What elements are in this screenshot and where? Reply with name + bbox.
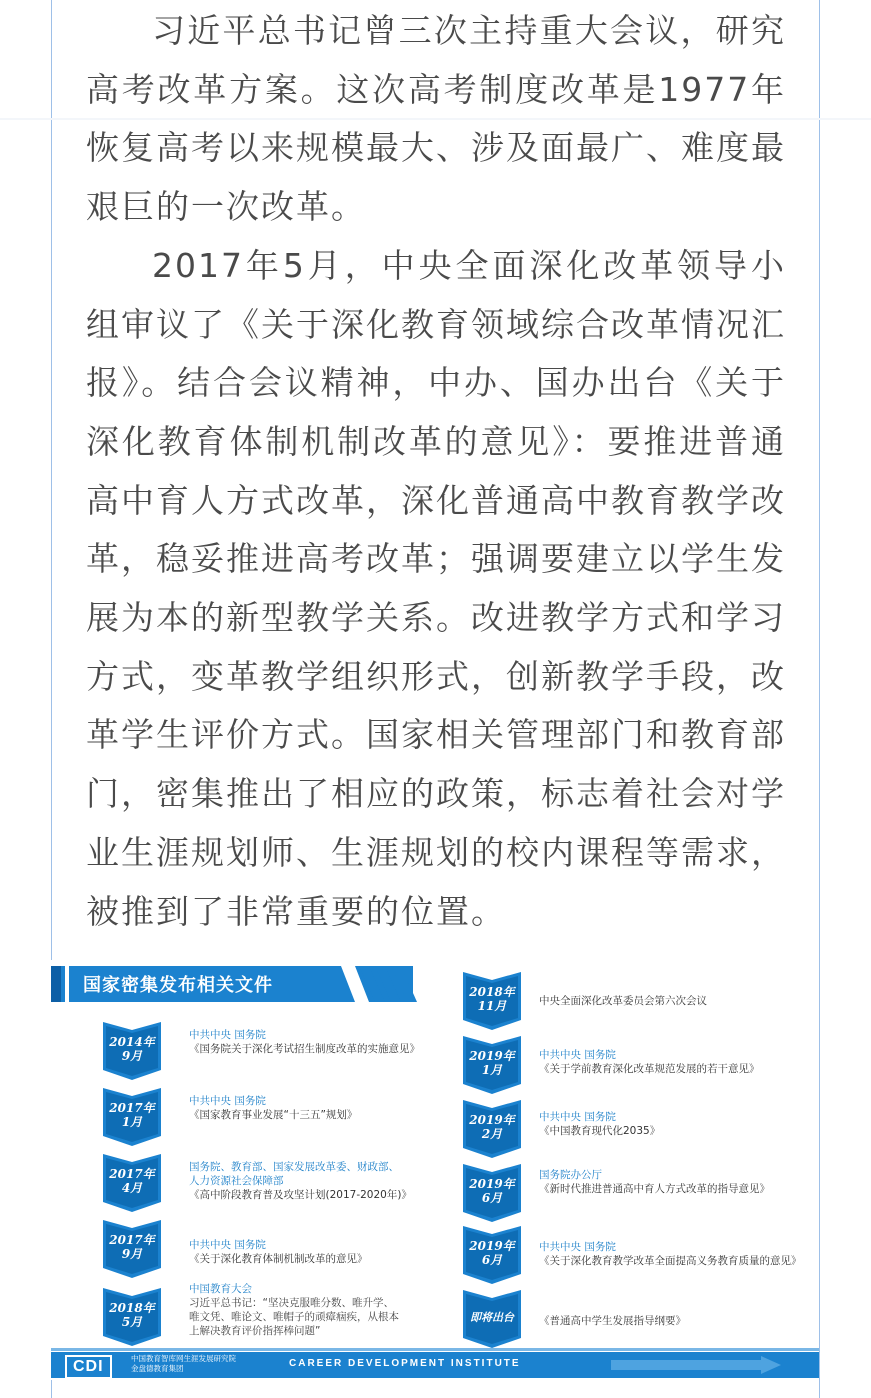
- org-line-2: 金盘德教育集团: [131, 1364, 184, 1373]
- badge-year: 2018年: [469, 985, 515, 999]
- badge-month: 6月: [481, 1191, 503, 1205]
- date-badge: [103, 1154, 161, 1212]
- badge-year: 2017年: [109, 1233, 155, 1247]
- issuer-continued: 人力资源社会保障部: [189, 1175, 284, 1187]
- document-title: 《关于学前教育深化改革规范发展的若干意见》: [539, 1063, 760, 1075]
- issuer: 中共中央 国务院: [539, 1049, 616, 1061]
- badge-month: 1月: [121, 1115, 143, 1129]
- issuer: 中共中央 国务院: [189, 1095, 266, 1107]
- item-text-right-5: [539, 1240, 802, 1268]
- date-badge: [463, 972, 521, 1030]
- document-title: 《普通高中学生发展指导纲要》: [539, 1315, 686, 1327]
- issuer: 中共中央 国务院: [539, 1241, 616, 1253]
- document-title: 《关于深化教育体制机制改革的意见》: [189, 1253, 368, 1265]
- quote-line-2: 唯文凭、唯论文、唯帽子的顽瘴痼疾，从根本: [189, 1311, 399, 1323]
- badge-month: 6月: [481, 1253, 503, 1267]
- item-text-right-6: [539, 1314, 686, 1328]
- badge-month: 11月: [477, 999, 507, 1013]
- badge-year: 2019年: [469, 1113, 515, 1127]
- date-badge: [103, 1022, 161, 1080]
- badge-year: 2018年: [109, 1301, 155, 1315]
- banner-title: 国家密集发布相关文件: [83, 975, 273, 996]
- meeting-title: 中央全面深化改革委员会第六次会议: [539, 995, 707, 1007]
- document-title: 《新时代推进普通高中育人方式改革的指导意见》: [539, 1183, 770, 1195]
- paragraph-1: 习近平总书记曾三次主持重大会议，研究高考改革方案。这次高考制度改革是1977年恢复高考以来规模最大、涉及面最广、难度最艰巨的一次改革。: [86, 11, 786, 227]
- policy-infographic: [51, 960, 819, 1380]
- badge-year: 2014年: [109, 1035, 155, 1049]
- badge-year: 2017年: [109, 1167, 155, 1181]
- badge-month: 9月: [121, 1049, 143, 1063]
- date-badge: [463, 1226, 521, 1284]
- item-text-left-3: [189, 1160, 412, 1202]
- org-name: [131, 1354, 236, 1374]
- document-title: 《国务院关于深化考试招生制度改革的实施意见》: [189, 1043, 420, 1055]
- footer-stripe: [51, 1348, 819, 1351]
- date-badge: [463, 1036, 521, 1094]
- badge-year: 2019年: [469, 1049, 515, 1063]
- badge-year: 2019年: [469, 1177, 515, 1191]
- quote-line-3: 上解决教育评价指挥棒问题”: [189, 1325, 321, 1337]
- item-text-right-2: [539, 1048, 760, 1076]
- badge-year: 2017年: [109, 1101, 155, 1115]
- date-badge: [103, 1288, 161, 1346]
- issuer: 中国教育大会: [189, 1283, 252, 1295]
- date-badge: [103, 1088, 161, 1146]
- quote-line-1: 习近平总书记：“坚决克服唯分数、唯升学、: [189, 1297, 394, 1309]
- org-line-1: 中国教育智库网生涯发展研究院: [131, 1354, 236, 1363]
- issuer: 中共中央 国务院: [539, 1111, 616, 1123]
- right-frame-line: [819, 0, 820, 1398]
- document-title: 《中国教育现代化2035》: [539, 1125, 661, 1137]
- article-body: [86, 2, 786, 941]
- date-badge: [463, 1164, 521, 1222]
- item-text-left-1: [189, 1028, 420, 1056]
- english-name: CAREER DEVELOPMENT INSTITUTE: [289, 1358, 521, 1369]
- banner-stripes-icon: [341, 966, 421, 1002]
- paragraph-2: 2017年5月，中央全面深化改革领导小组审议了《关于深化教育领域综合改革情况汇报》。结合会议精神，中办、国办出台《关于深化教育体制机制改革的意见》：要推进普通高中育人方式改革，深化普通高中教育教学改革，稳妥推进高考改革；强调要建立以学生发展为本的新型教学关系。改进教学方式和学习方式，变革教学组织形式，创新教学手段，改革学生评价方式。国家相关管理部门和教育部门，密集推出了相应的政策，标志着社会对学业生涯规划师、生涯规划的校内课程等需求，被推到了非常重要的位置。: [86, 245, 786, 931]
- badge-month: 5月: [121, 1315, 143, 1329]
- banner-edge: [65, 966, 69, 1002]
- date-badge: [103, 1220, 161, 1278]
- badge-month: 4月: [121, 1181, 143, 1195]
- item-text-right-1: [539, 994, 707, 1008]
- cdi-logo: CDI: [65, 1355, 112, 1379]
- badge-month: 1月: [481, 1063, 503, 1077]
- item-text-left-2: [189, 1094, 357, 1122]
- date-badge: [463, 1100, 521, 1158]
- document-title: 《关于深化教育教学改革全面提高义务教育质量的意见》: [539, 1255, 802, 1267]
- issuer: 中共中央 国务院: [189, 1239, 266, 1251]
- badge-month: 9月: [121, 1247, 143, 1261]
- badge-label: 即将出台: [470, 1311, 514, 1324]
- issuer: 国务院办公厅: [539, 1169, 602, 1181]
- item-text-right-4: [539, 1168, 770, 1196]
- badge-month: 2月: [481, 1127, 503, 1141]
- document-title: 《国家教育事业发展“十三五”规划》: [189, 1109, 358, 1121]
- document-title: 《高中阶段教育普及攻坚计划(2017-2020年)》: [189, 1189, 412, 1201]
- item-text-left-4: [189, 1238, 368, 1266]
- status-badge: [463, 1290, 521, 1348]
- issuer: 国务院、教育部、国家发展改革委、财政部、: [189, 1161, 399, 1173]
- item-text-left-5: [189, 1282, 399, 1338]
- item-text-right-3: [539, 1110, 660, 1138]
- infographic-footer: [51, 1352, 819, 1378]
- badge-year: 2019年: [469, 1239, 515, 1253]
- arrow-decoration-icon: [611, 1356, 801, 1374]
- issuer: 中共中央 国务院: [189, 1029, 266, 1041]
